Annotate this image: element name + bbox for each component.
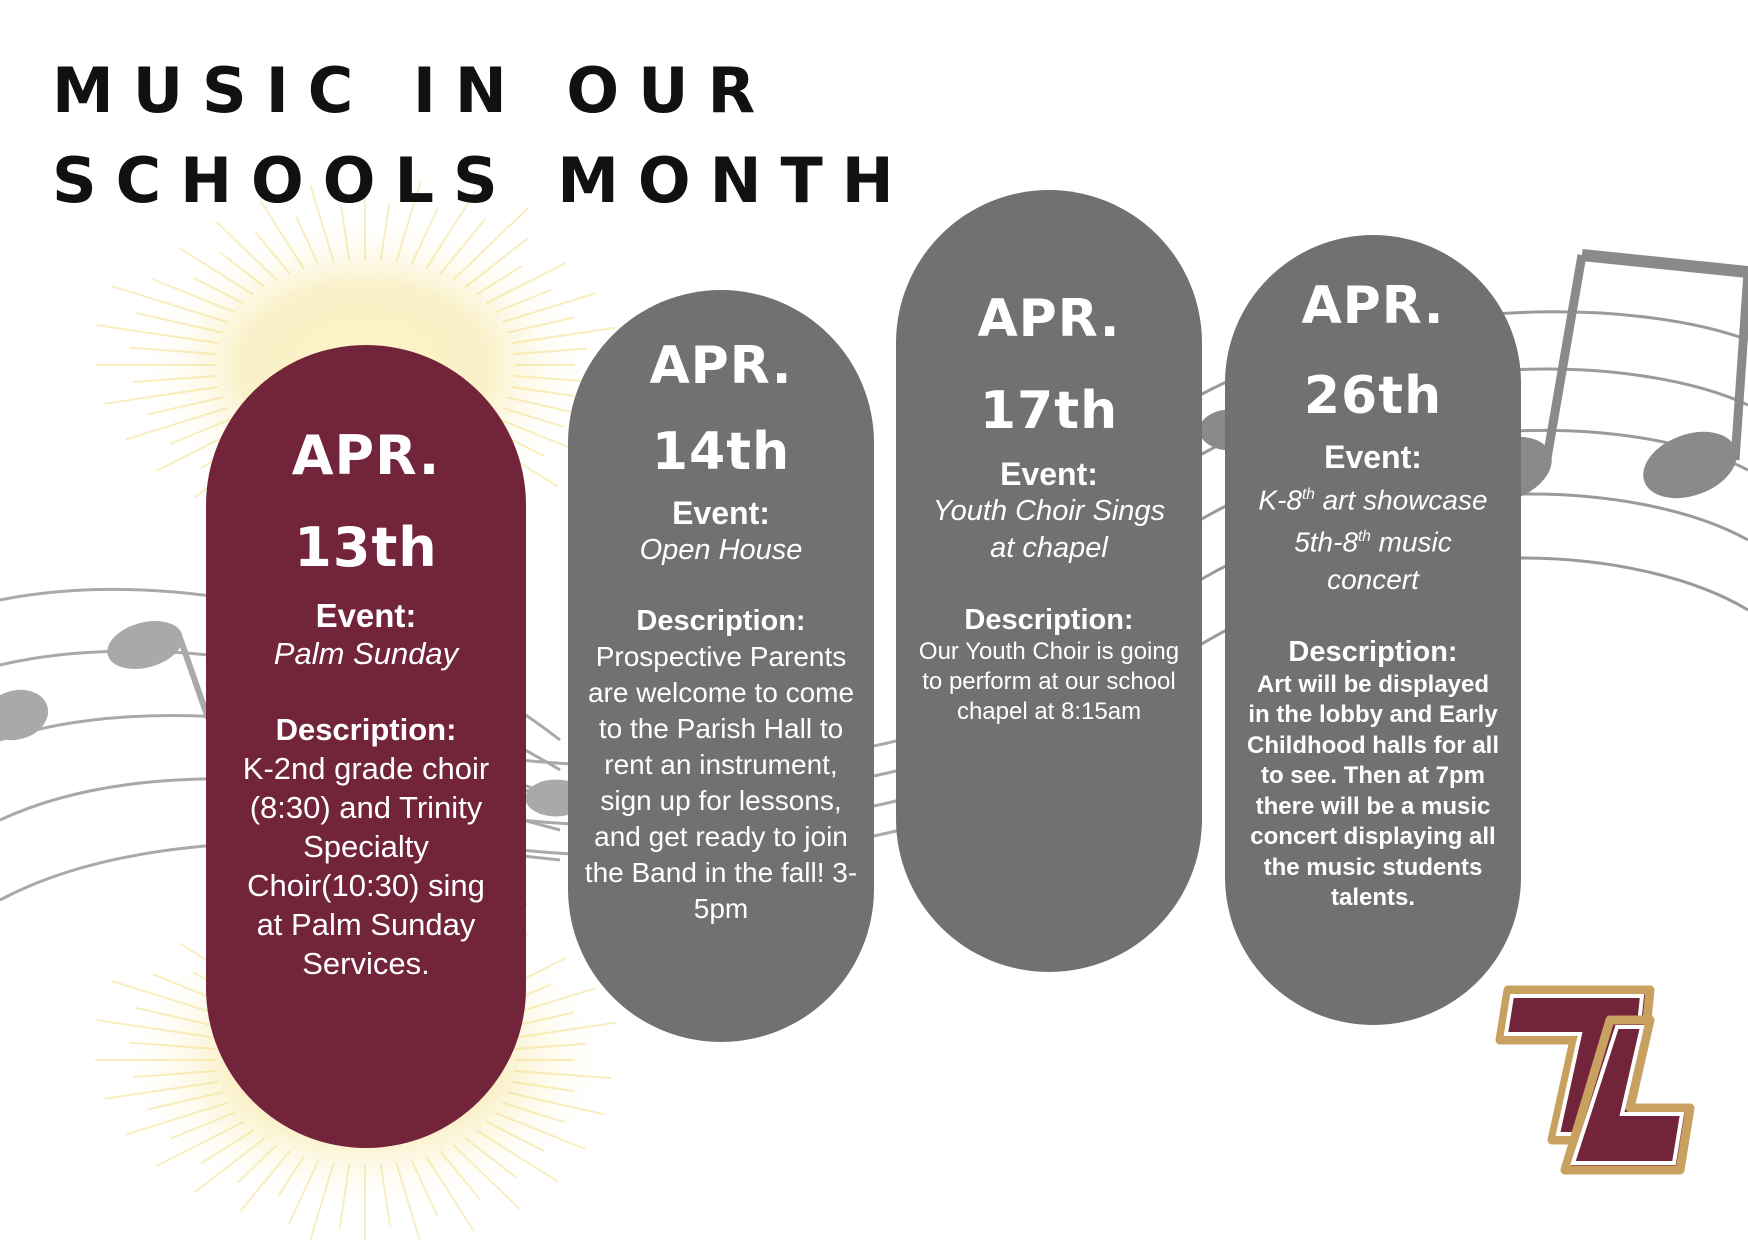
event-card-apr-14 xyxy=(568,290,874,1042)
card-month: APR. xyxy=(291,424,441,487)
event-card-apr-26 xyxy=(1225,235,1521,1025)
event-value: Palm Sunday xyxy=(273,636,459,671)
event-label: Event: xyxy=(1324,439,1422,475)
card-day: 17th xyxy=(979,381,1119,441)
event-line-1: K-8 xyxy=(1258,484,1302,516)
description-label: Description: xyxy=(1288,635,1458,668)
event-value: Youth Choir Sings at chapel xyxy=(932,495,1166,564)
description-label: Description: xyxy=(636,605,806,637)
card-day: 13th xyxy=(294,516,438,579)
event-line-2: 5th-8 xyxy=(1294,526,1359,558)
event-line-1-rest: art showcase xyxy=(1314,484,1488,516)
event-value: Open House xyxy=(639,534,803,566)
event-line-3: concert xyxy=(1327,563,1419,595)
event-card-apr-13 xyxy=(206,345,526,1148)
event-label: Event: xyxy=(1000,456,1098,492)
event-line-2-rest: music xyxy=(1370,526,1452,558)
card-month: APR. xyxy=(977,289,1121,349)
event-value xyxy=(1225,476,1521,598)
description-text: K-2nd grade choir (8:30) and Trinity Specialty Choir(10:30) sing at Palm Sunday Services. xyxy=(242,751,490,981)
event-card-apr-17 xyxy=(896,190,1202,972)
event-label: Event: xyxy=(672,495,770,531)
description-label: Description: xyxy=(275,712,457,747)
card-day: 26th xyxy=(1303,366,1443,426)
card-month: APR. xyxy=(649,336,793,396)
event-line-1-sup: th xyxy=(1301,486,1315,503)
description-text: Prospective Parents are welcome to come to the Parish Hall to rent an instrument, sign up for lessons, and get ready to join the Band in the fall! 3-5pm xyxy=(584,641,858,924)
title-line-2: SCHOOLS MONTH xyxy=(52,144,913,217)
title-line-1: MUSIC IN OUR xyxy=(52,54,775,127)
tl-logo xyxy=(1500,990,1690,1170)
card-day: 14th xyxy=(651,422,791,482)
page-title xyxy=(52,46,913,226)
event-label: Event: xyxy=(315,597,417,634)
card-month: APR. xyxy=(1301,276,1445,336)
description-text: Art will be displayed in the lobby and Early Childhood halls for all to see. Then at 7pm there will be a music concert displaying all the music students talents. xyxy=(1247,670,1499,912)
description-label: Description: xyxy=(964,604,1134,636)
description-text: Our Youth Choir is going to perform at our school chapel at 8:15am xyxy=(918,638,1180,725)
event-line-2-sup: th xyxy=(1358,528,1371,546)
